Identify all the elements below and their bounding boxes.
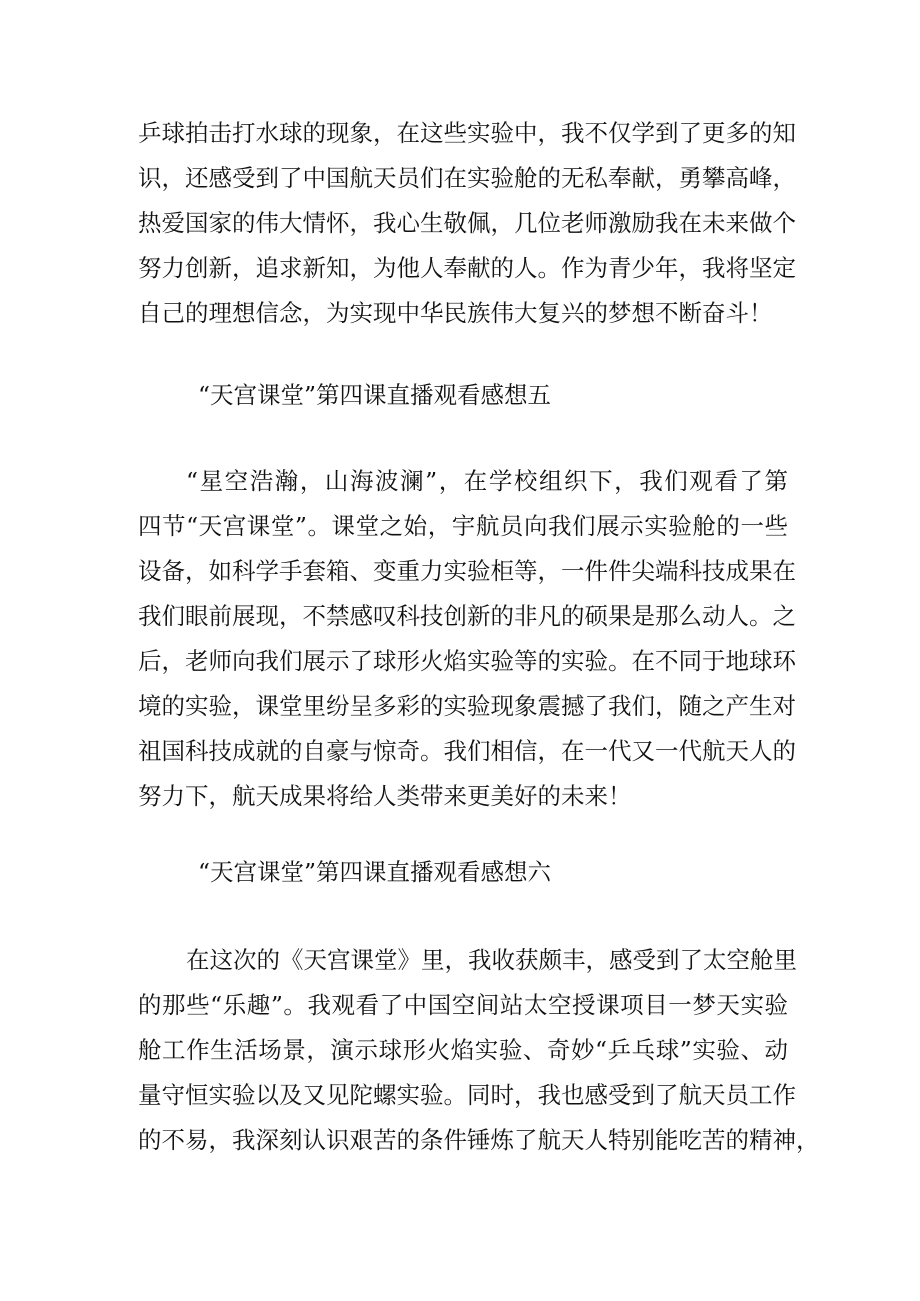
section-heading-5: “天宫课堂”第四课直播观看感想五 <box>198 381 552 409</box>
paragraph-line: 后，老师向我们展示了球形火焰实验等的实验。在不同于地球环 <box>138 647 796 675</box>
paragraph-line: 四节“天宫课堂”。课堂之始，宇航员向我们展示实验舱的一些 <box>138 512 788 540</box>
paragraph-line: 量守恒实验以及又见陀螺实验。同时，我也感受到了航天员工作 <box>138 1081 796 1109</box>
paragraph-line: 的不易，我深刻认识艰苦的条件锤炼了航天人特别能吃苦的精神， <box>138 1126 820 1154</box>
paragraph-line: 我们眼前展现，不禁感叹科技创新的非凡的硕果是那么动人。之 <box>138 602 796 630</box>
paragraph-line: 的那些“乐趣”。我观看了中国空间站太空授课项目一梦天实验 <box>138 991 788 1019</box>
paragraph-line: 自己的理想信念，为实现中华民族伟大复兴的梦想不断奋斗！ <box>138 299 773 327</box>
paragraph-line: “星空浩瀚，山海波澜”，在学校组织下，我们观看了第 <box>186 467 788 495</box>
paragraph-line: 祖国科技成就的自豪与惊奇。我们相信，在一代又一代航天人的 <box>138 737 796 765</box>
paragraph-line: 境的实验，课堂里纷呈多彩的实验现象震撼了我们，随之产生对 <box>138 692 796 720</box>
paragraph-line: 努力创新，追求新知，为他人奉献的人。作为青少年，我将坚定 <box>138 254 796 282</box>
paragraph-line: 热爱国家的伟大情怀，我心生敬佩，几位老师激励我在未来做个 <box>138 209 796 237</box>
paragraph-line: 舱工作生活场景，演示球形火焰实验、奇妙“乒乓球”实验、动 <box>138 1036 788 1064</box>
paragraph-line: 识，还感受到了中国航天员们在实验舱的无私奉献，勇攀高峰， <box>138 164 796 192</box>
paragraph-line: 设备，如科学手套箱、变重力实验柜等，一件件尖端科技成果在 <box>138 557 796 585</box>
section-heading-6: “天宫课堂”第四课直播观看感想六 <box>198 858 552 886</box>
paragraph-line: 在这次的《天宫课堂》里，我收获颇丰，感受到了太空舱里 <box>186 946 797 974</box>
paragraph-line: 乒球拍击打水球的现象，在这些实验中，我不仅学到了更多的知 <box>138 119 796 147</box>
paragraph-line: 努力下，航天成果将给人类带来更美好的未来！ <box>138 782 632 810</box>
